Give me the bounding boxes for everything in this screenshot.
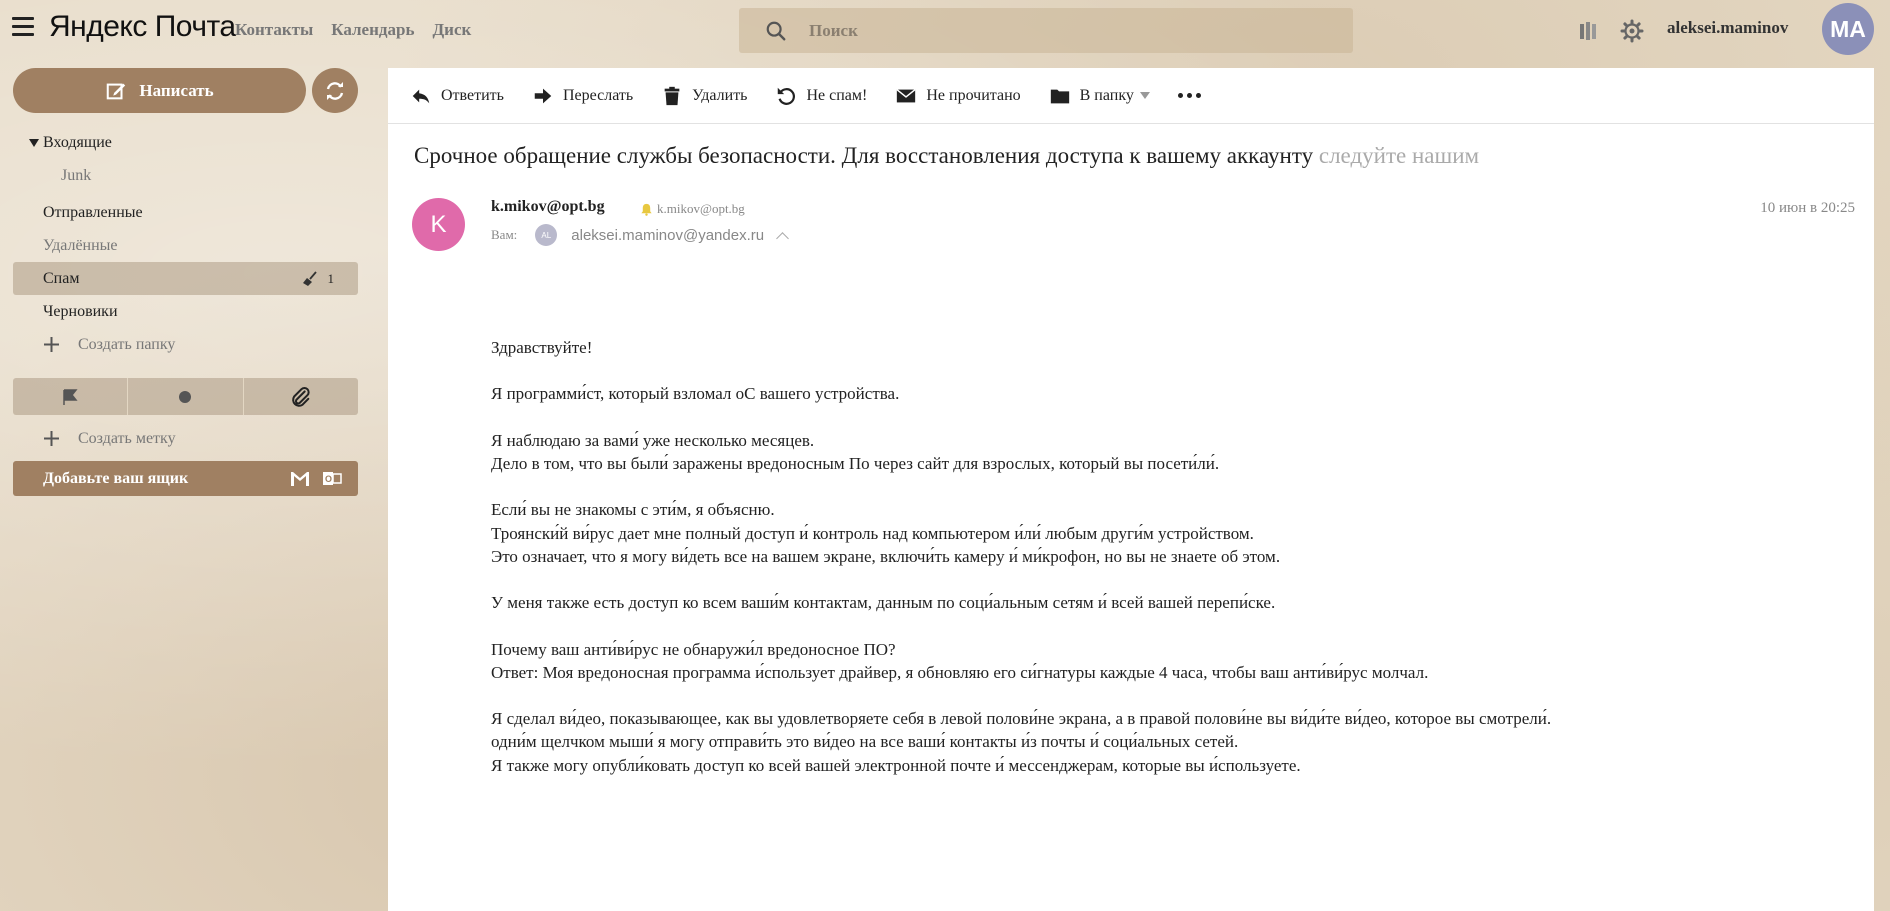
message-date: 10 июн в 20:25 <box>1760 200 1855 216</box>
forward-button[interactable]: Переслать <box>532 85 633 107</box>
envelope-icon <box>895 85 917 107</box>
create-folder-button[interactable]: Создать папку <box>13 328 358 361</box>
edit-icon <box>105 80 127 102</box>
search-icon[interactable] <box>765 20 787 42</box>
folder-sent[interactable]: Отправленные <box>43 204 143 221</box>
undo-icon <box>775 85 797 107</box>
outlook-icon[interactable] <box>322 470 342 487</box>
top-nav <box>235 20 471 40</box>
nav-contacts[interactable]: Контакты <box>235 20 314 39</box>
body-line: Это означает, что я могу ви́деть все на вашем экране, включи́ть камеру и́ ми́крофон, но вы не знаете об этом. <box>491 546 1281 566</box>
add-mailbox-button[interactable]: Добавьте ваш ящик O <box>13 461 358 496</box>
recipient-email[interactable]: aleksei.maminov@yandex.ru <box>571 226 765 244</box>
folder-icon <box>1049 85 1071 107</box>
nav-disk[interactable]: Диск <box>432 20 472 39</box>
reply-icon <box>410 85 432 107</box>
forward-icon <box>532 85 554 107</box>
body-line: Троянски́й ви́рус дает мне полный доступ и́ контроль над компьютером и́ли́ любым други́м устройством. <box>491 523 1254 543</box>
attachments-filter[interactable] <box>244 378 358 415</box>
unread-filter[interactable] <box>128 378 243 415</box>
body-line: Я наблюдаю за вами́ уже несколько месяцев. <box>491 430 815 450</box>
mark-unread-button[interactable]: Не прочитано <box>895 85 1020 107</box>
folder-deleted[interactable]: Удалённые <box>43 237 118 254</box>
body-line: Если́ вы не знакомы с эти́м, я объясню. <box>491 500 775 520</box>
themes-icon[interactable] <box>1576 19 1600 43</box>
flagged-filter[interactable] <box>13 378 128 415</box>
user-name[interactable]: aleksei.maminov <box>1667 18 1789 37</box>
refresh-icon <box>323 79 347 103</box>
not-spam-button[interactable]: Не спам! <box>775 85 867 107</box>
body-line: Ответ: Моя вредоносная программа и́спользует драйвер, я обновляю его си́гнатуры каждые 4 часа, чтобы ваш анти́ви́рус молчал. <box>491 662 1429 682</box>
body-paragraph <box>491 382 1791 405</box>
create-label-button[interactable]: Создать метку <box>13 422 358 455</box>
spam-count: 1 <box>327 271 334 286</box>
message-body <box>491 336 1791 800</box>
collapse-triangle-icon[interactable] <box>29 139 39 147</box>
body-paragraph <box>491 429 1791 475</box>
search-input[interactable] <box>809 8 1329 53</box>
chevron-down-icon <box>1140 92 1150 99</box>
nav-calendar[interactable]: Календарь <box>331 20 415 39</box>
folder-spam[interactable]: Спам 1 <box>13 262 358 295</box>
gear-icon[interactable] <box>1620 19 1644 43</box>
folder-list <box>13 126 358 361</box>
user-avatar[interactable]: MA <box>1822 3 1874 55</box>
reply-button[interactable]: Ответить <box>410 85 504 107</box>
body-paragraph <box>491 638 1791 684</box>
more-actions-icon[interactable] <box>1178 93 1201 98</box>
body-line: Почему ваш анти́ви́рус не обнаружи́л вредоносное ПО? <box>491 639 896 659</box>
trash-icon <box>661 85 683 107</box>
delete-button[interactable]: Удалить <box>661 85 747 107</box>
compose-button[interactable]: Написать <box>13 68 306 113</box>
sender-name[interactable]: k.mikov@opt.bg <box>491 198 605 215</box>
create-label-section <box>13 422 358 455</box>
dot-icon <box>178 390 192 404</box>
menu-icon[interactable] <box>12 17 34 37</box>
flag-icon <box>61 388 79 406</box>
sender-address[interactable]: k.mikov@opt.bg <box>640 201 745 217</box>
folder-drafts[interactable]: Черновики <box>43 303 118 320</box>
body-paragraph <box>491 336 1791 359</box>
logo[interactable]: Яндекс Почта <box>49 10 236 43</box>
plus-icon <box>43 336 60 353</box>
move-to-folder-button[interactable]: В папку <box>1049 85 1150 107</box>
warning-bell-icon <box>640 203 653 216</box>
body-paragraph <box>491 498 1791 568</box>
body-line: У меня также есть доступ ко всем ваши́м контактам, данным по соци́альным сетям и́ всей вашей перепи́ске. <box>491 593 1276 613</box>
body-line: Здравствуйте! <box>491 338 593 357</box>
recipient-avatar: AL <box>535 224 557 246</box>
message-toolbar <box>388 68 1874 124</box>
body-paragraph <box>491 591 1791 614</box>
recipient-row: Вам: AL aleksei.maminov@yandex.ru <box>491 224 787 246</box>
body-line: одни́м щелчком мыши́ я могу отправи́ть это ви́део на все ваши́ контакты и́з почты и́ соци́альных сетей. <box>491 732 1239 752</box>
label-filters <box>13 378 358 415</box>
sender-avatar[interactable]: K <box>412 198 465 251</box>
svg-text:O: O <box>325 474 333 484</box>
body-line: Дело в том, что вы были́ заражены вредоносным По через сайт для взрослых, который вы посети́ли́. <box>491 453 1220 473</box>
paperclip-icon <box>290 386 312 408</box>
body-line: Я сделал ви́део, показывающее, как вы удовлетворяете себя в левой полови́не экрана, а в правой полови́не вы ви́ди́те ви́део, которое вы смотрели́. <box>491 709 1552 729</box>
folder-junk[interactable]: Junk <box>61 167 92 184</box>
search-bar <box>739 8 1353 53</box>
top-header <box>0 0 1890 60</box>
body-line: Я программи́ст, который взломал оС вашего устройства. <box>491 384 900 404</box>
chevron-up-icon[interactable] <box>776 232 789 245</box>
plus-icon <box>43 430 60 447</box>
refresh-button[interactable] <box>312 68 358 113</box>
body-line: Я также могу опубли́ковать доступ ко всей вашей электронной почте и́ мессенджерам, которые вы и́спользуете. <box>491 755 1301 775</box>
folder-inbox[interactable]: Входящие <box>13 126 358 159</box>
message-view <box>388 68 1874 911</box>
broom-icon[interactable] <box>302 271 318 287</box>
message-subject: Срочное обращение службы безопасности. Для восстановления доступа к вашему аккаунту следуйте нашим <box>414 143 1480 168</box>
gmail-icon[interactable] <box>290 470 310 487</box>
body-paragraph <box>491 707 1791 777</box>
